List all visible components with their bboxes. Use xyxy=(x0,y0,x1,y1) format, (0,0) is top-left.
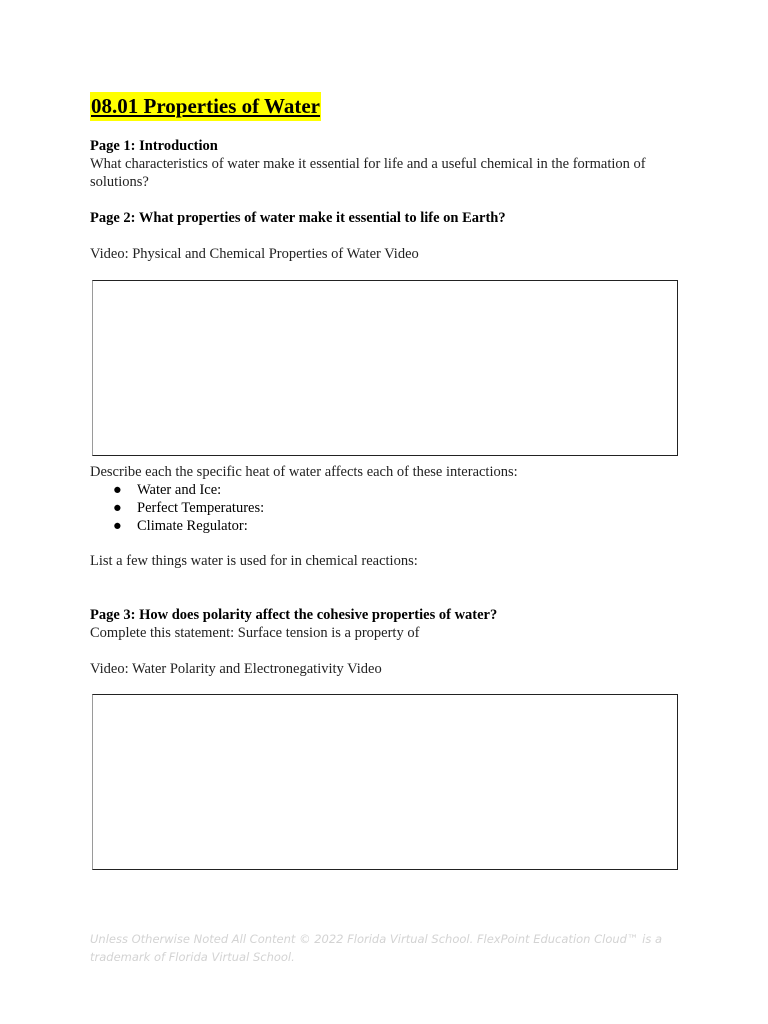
bullet-item-perfect-temperatures xyxy=(113,499,264,517)
page3-video-label: Video: Water Polarity and Electronegativity Video xyxy=(90,661,382,677)
footer-line2: trademark of Florida Virtual School. xyxy=(90,950,295,964)
page1-question-line1: What characteristics of water make it essential for life and a useful chemical in the formation of xyxy=(90,156,646,172)
page1-heading: Page 1: Introduction xyxy=(90,138,218,154)
document-title: 08.01 Properties of Water xyxy=(90,92,321,121)
footer-line1: Unless Otherwise Noted All Content © 2022 Florida Virtual School. FlexPoint Education Cloud™ is a xyxy=(90,932,663,946)
bullet-glyph: ● xyxy=(113,500,122,516)
page1-question-line2: solutions? xyxy=(90,174,149,190)
video-embed-box-physical-chemical[interactable] xyxy=(92,280,678,456)
surface-tension-statement: Complete this statement: Surface tension is a property of xyxy=(90,625,420,641)
chemical-reactions-prompt: List a few things water is used for in chemical reactions: xyxy=(90,553,418,569)
page2-heading: Page 2: What properties of water make it essential to life on Earth? xyxy=(90,210,506,226)
bullet-label: Climate Regulator: xyxy=(137,518,248,534)
bullet-item-climate-regulator xyxy=(113,517,264,535)
page3-heading: Page 3: How does polarity affect the cohesive properties of water? xyxy=(90,607,498,623)
interactions-bullet-list xyxy=(113,481,264,535)
specific-heat-prompt: Describe each the specific heat of water affects each of these interactions: xyxy=(90,464,518,480)
page2-video-label: Video: Physical and Chemical Properties of Water Video xyxy=(90,246,419,262)
bullet-label: Water and Ice: xyxy=(137,482,222,498)
bullet-label: Perfect Temperatures: xyxy=(137,500,265,516)
bullet-glyph: ● xyxy=(113,518,122,534)
video-embed-box-polarity[interactable] xyxy=(92,694,678,870)
copyright-footer xyxy=(90,930,663,966)
bullet-glyph: ● xyxy=(113,482,122,498)
bullet-item-water-ice xyxy=(113,481,264,499)
